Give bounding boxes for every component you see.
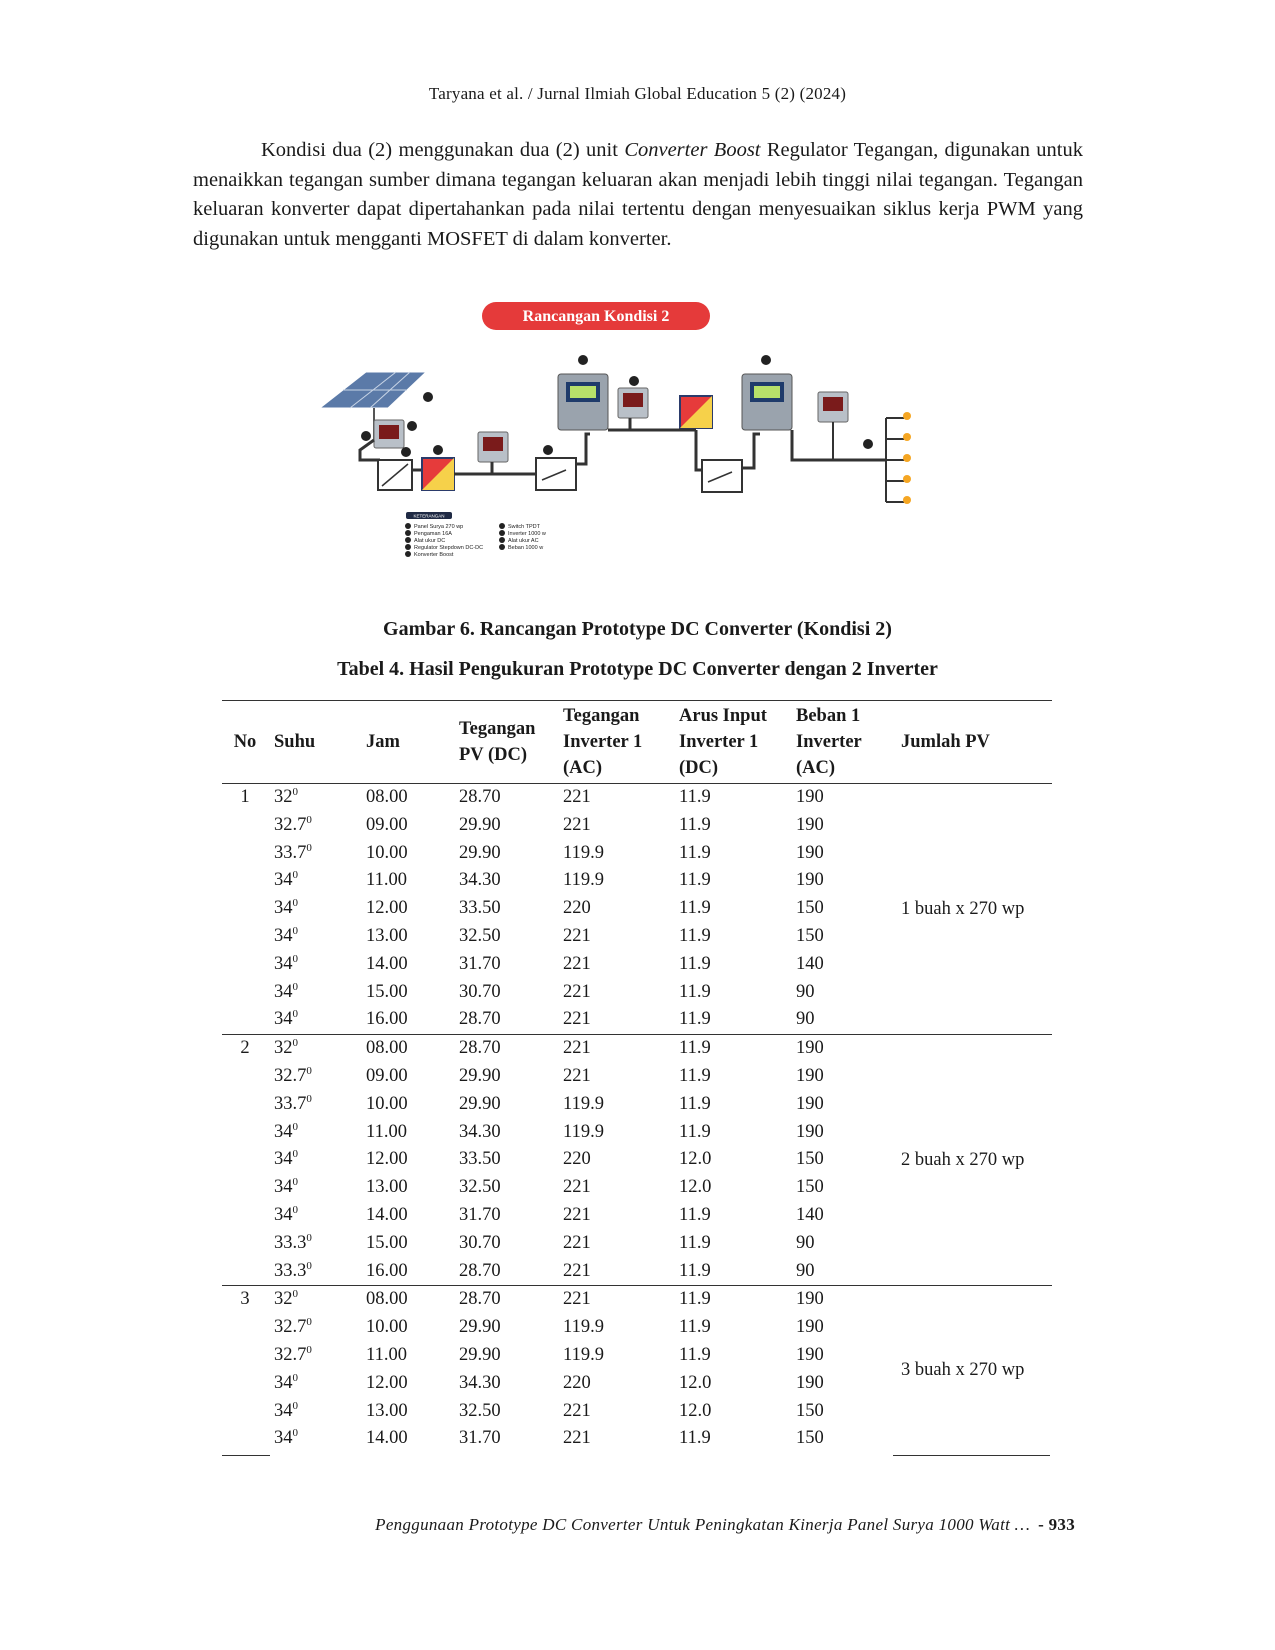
- cell-jumlah-pv: 1 buah x 270 wp: [901, 899, 1025, 920]
- suhu-value: 32: [274, 787, 293, 807]
- degree-mark: 0: [292, 869, 298, 882]
- degree-mark: 0: [292, 1176, 298, 1189]
- degree-mark: 0: [306, 1231, 312, 1244]
- table-row: [222, 784, 1052, 812]
- suhu-value: 32: [274, 1289, 293, 1310]
- cell-jam: 10.00: [366, 1093, 408, 1114]
- cell-arus: 11.9: [679, 842, 711, 863]
- degree-mark: 0: [306, 1316, 312, 1329]
- cell-arus: 12.0: [679, 1372, 712, 1393]
- ac-meter-icon: [618, 388, 648, 418]
- degree-mark: 0: [306, 1064, 312, 1077]
- cell-teg-pv: 28.70: [459, 1009, 501, 1030]
- cell-suhu: [268, 1398, 360, 1426]
- cell-beban: 190: [796, 1344, 824, 1365]
- cell-jam: 08.00: [360, 1286, 453, 1314]
- table-body: [222, 784, 1052, 1454]
- cell-beban: 190: [796, 787, 824, 807]
- cell-arus: 12.0: [679, 1400, 712, 1421]
- cell-beban: 190: [796, 870, 824, 891]
- cell-beban: 140: [796, 1204, 824, 1225]
- cell-jumlah-pv: 3 buah x 270 wp: [895, 1286, 1052, 1453]
- cell-arus: 12.0: [679, 1149, 712, 1170]
- cell-teg-pv: 28.70: [453, 1035, 557, 1063]
- cell-arus: 11.9: [679, 1204, 711, 1225]
- cell-arus: 11.9: [679, 870, 711, 891]
- degree-mark: 0: [292, 1203, 298, 1216]
- cell-no: [222, 1342, 268, 1370]
- cell-jam: 11.00: [366, 870, 407, 891]
- table-row: [222, 1286, 1052, 1314]
- cell-jam: 12.00: [366, 1149, 408, 1170]
- suhu-value: 33.7: [274, 842, 307, 863]
- cell-jumlah-pv: 2 buah x 270 wp: [895, 1035, 1052, 1286]
- cell-jam: 14.00: [366, 1428, 408, 1449]
- cell-arus: 11.9: [679, 1317, 711, 1338]
- suhu-value: 34: [274, 1177, 293, 1198]
- tpdt-switch-icon: [702, 460, 742, 492]
- intro-paragraph: [193, 136, 1083, 254]
- suhu-value: 34: [274, 953, 293, 974]
- boost-converter-icon: [680, 396, 712, 428]
- cell-arus: 11.9: [679, 1121, 711, 1142]
- degree-mark: 0: [292, 1037, 298, 1050]
- cell-no: [222, 867, 268, 895]
- header-jumlah-pv: Jumlah PV: [895, 701, 1052, 784]
- figure-caption: Gambar 6. Rancangan Prototype DC Converter (Kondisi 2): [383, 618, 892, 640]
- cell-arus: 11.9: [679, 1344, 711, 1365]
- cell-no: [222, 1258, 268, 1286]
- cell-beban: 190: [790, 1035, 895, 1063]
- degree-mark: 0: [292, 1399, 298, 1412]
- cell-arus: 11.9: [673, 1286, 790, 1314]
- cell-beban: 190: [796, 842, 824, 863]
- cell-suhu: [268, 1314, 360, 1342]
- cell-beban: 190: [796, 1093, 824, 1114]
- degree-mark: 0: [306, 841, 312, 854]
- footer-title: Penggunaan Prototype DC Converter Untuk Peningkatan Kinerja Panel Surya 1000 Watt …: [375, 1515, 1031, 1534]
- header-line: Inverter 1: [563, 732, 643, 752]
- suhu-value: 34: [274, 1372, 293, 1393]
- legend-item: Alat ukur DC: [414, 538, 446, 544]
- cell-beban: 90: [796, 1260, 815, 1281]
- cell-teg-inv: 119.9: [563, 1317, 604, 1338]
- header-line: Arus Input: [679, 706, 767, 726]
- cell-suhu: [268, 1230, 360, 1258]
- cell-teg-pv: 34.30: [459, 1121, 501, 1142]
- cell-teg-inv: 119.9: [563, 1121, 604, 1142]
- cell-arus: 11.9: [679, 1065, 711, 1086]
- cell-suhu: [268, 784, 360, 812]
- inverter-icon: [742, 374, 792, 430]
- cell-jam: 15.00: [366, 1232, 408, 1253]
- cell-arus: 11.9: [679, 981, 711, 1002]
- header-jam: Jam: [360, 701, 453, 784]
- intro-text-1: Kondisi dua (2) menggunakan dua (2) unit: [261, 139, 625, 161]
- cell-suhu: [268, 1174, 360, 1202]
- cell-teg-inv: 221: [563, 1428, 591, 1449]
- cell-no: [222, 923, 268, 951]
- cell-arus: 11.9: [679, 1232, 711, 1253]
- cell-teg-inv: 221: [563, 1009, 591, 1030]
- cell-arus: 11.9: [679, 898, 711, 919]
- legend-title: KETERANGAN: [413, 513, 445, 519]
- header-suhu: Suhu: [268, 701, 360, 784]
- suhu-value: 33.3: [274, 1260, 307, 1281]
- degree-mark: 0: [292, 897, 298, 910]
- page-number: - 933: [1038, 1515, 1075, 1534]
- degree-mark: 0: [292, 980, 298, 993]
- cell-beban: 90: [796, 1232, 815, 1253]
- cell-jam: 10.00: [366, 842, 408, 863]
- cell-teg-inv: 119.9: [563, 870, 604, 891]
- cell-teg-inv: 221: [563, 1204, 591, 1225]
- cell-teg-inv: 221: [563, 1177, 591, 1198]
- legend-item: Beban 1000 w: [508, 545, 544, 551]
- cell-no: 2: [222, 1035, 268, 1063]
- cell-teg-pv: 33.50: [459, 898, 501, 919]
- table-header-row: [222, 701, 1052, 784]
- cell-teg-inv: 220: [563, 898, 591, 919]
- cell-teg-inv: 221: [557, 1035, 673, 1063]
- measurement-table: [222, 700, 1052, 1453]
- header-no: No: [222, 701, 268, 784]
- cell-suhu: [268, 979, 360, 1007]
- suhu-value: 33.7: [274, 1093, 307, 1114]
- cell-suhu: [268, 1146, 360, 1174]
- suhu-value: 34: [274, 1121, 293, 1142]
- cell-teg-pv: 31.70: [459, 953, 501, 974]
- cell-no: [222, 951, 268, 979]
- cell-suhu: [268, 923, 360, 951]
- degree-mark: 0: [292, 1288, 298, 1301]
- cell-teg-inv: 221: [557, 1286, 673, 1314]
- cell-arus: 11.9: [679, 1009, 711, 1030]
- cell-suhu: [268, 1342, 360, 1370]
- legend-item: Switch TPDT: [508, 524, 540, 530]
- cell-no: [222, 1146, 268, 1174]
- cell-teg-pv: 29.90: [459, 1344, 501, 1365]
- cell-jam: 14.00: [366, 1204, 408, 1225]
- cell-no: [222, 895, 268, 923]
- cell-teg-pv: 29.90: [459, 1093, 501, 1114]
- cell-teg-inv: 221: [563, 814, 591, 835]
- suhu-value: 32: [274, 1038, 293, 1059]
- cell-beban: 190: [790, 1286, 895, 1314]
- suhu-value: 33.3: [274, 1232, 307, 1253]
- cell-arus: 11.9: [679, 1093, 711, 1114]
- cell-jam: 15.00: [366, 981, 408, 1002]
- header-line: Inverter: [796, 732, 862, 752]
- ac-meter-icon: [818, 392, 848, 422]
- degree-mark: 0: [292, 1008, 298, 1021]
- suhu-value: 32.7: [274, 1344, 307, 1365]
- cell-teg-pv: 30.70: [459, 1232, 501, 1253]
- stepdown-regulator-icon: [378, 460, 412, 490]
- cell-arus: 11.9: [679, 1428, 711, 1449]
- degree-mark: 0: [292, 1120, 298, 1133]
- cell-jam: 11.00: [366, 1121, 407, 1142]
- cell-no: [222, 1314, 268, 1342]
- table-bottom-rule-left: [222, 1455, 270, 1456]
- cell-jam: 16.00: [366, 1009, 408, 1030]
- tpdt-switch-icon: [536, 458, 576, 490]
- header-line: (DC): [679, 758, 719, 778]
- cell-teg-inv: 221: [563, 953, 591, 974]
- cell-teg-pv: 29.90: [459, 842, 501, 863]
- cell-teg-pv: 29.90: [459, 1065, 501, 1086]
- suhu-value: 34: [274, 870, 293, 891]
- running-head: Taryana et al. / Jurnal Ilmiah Global Education 5 (2) (2024): [428, 84, 847, 103]
- cell-no: [222, 1230, 268, 1258]
- cell-suhu: [268, 1370, 360, 1398]
- page-footer: [375, 1515, 1075, 1535]
- cell-suhu: [268, 1006, 360, 1034]
- cell-no: [222, 1370, 268, 1398]
- table-caption: Tabel 4. Hasil Pengukuran Prototype DC Converter dengan 2 Inverter: [337, 658, 938, 680]
- cell-teg-pv: 34.30: [459, 1372, 501, 1393]
- header-line: (AC): [563, 758, 603, 778]
- cell-suhu: [268, 1119, 360, 1147]
- system-diagram: [310, 300, 990, 600]
- header-arus-input: [673, 701, 790, 784]
- legend-item: Panel Surya 270 wp: [414, 524, 464, 530]
- cell-beban: 90: [796, 981, 815, 1002]
- cell-teg-pv: 30.70: [459, 981, 501, 1002]
- cell-suhu: [268, 951, 360, 979]
- legend-item: Pengaman 16A: [414, 531, 452, 537]
- cell-jam: 08.00: [366, 787, 408, 807]
- header-line: Tegangan: [459, 719, 536, 739]
- cell-beban: 150: [796, 1428, 824, 1449]
- cell-beban: 190: [796, 1065, 824, 1086]
- cell-beban: 150: [796, 1149, 824, 1170]
- cell-no: [222, 979, 268, 1007]
- cell-teg-pv: 31.70: [459, 1204, 501, 1225]
- header-line: PV (DC): [459, 745, 527, 765]
- header-line: (AC): [796, 758, 836, 778]
- degree-mark: 0: [306, 1259, 312, 1272]
- suhu-value: 34: [274, 981, 293, 1002]
- cell-no: [222, 1119, 268, 1147]
- cell-arus: 11.9: [679, 925, 711, 946]
- table-bottom-rule-right: [893, 1455, 1050, 1456]
- suhu-value: 32.7: [274, 1065, 307, 1086]
- degree-mark: 0: [292, 924, 298, 937]
- dc-meter-icon: [478, 432, 508, 462]
- cell-no: 3: [222, 1286, 268, 1314]
- cell-no: [222, 1063, 268, 1091]
- legend-item: Alat ukur AC: [508, 538, 539, 544]
- cell-no: [222, 1174, 268, 1202]
- cell-teg-pv: 32.50: [459, 1400, 501, 1421]
- degree-mark: 0: [292, 1427, 298, 1440]
- suhu-value: 34: [274, 1009, 293, 1030]
- cell-beban: 140: [796, 953, 824, 974]
- figure-legend: [405, 512, 546, 558]
- cell-teg-inv: 221: [563, 1232, 591, 1253]
- cell-no: [222, 1202, 268, 1230]
- cell-jam: 09.00: [366, 814, 408, 835]
- cell-teg-pv: 33.50: [459, 1149, 501, 1170]
- cell-beban: 150: [796, 925, 824, 946]
- suhu-value: 34: [274, 1400, 293, 1421]
- degree-mark: 0: [306, 813, 312, 826]
- cell-jam: 10.00: [366, 1317, 408, 1338]
- degree-mark: 0: [292, 1371, 298, 1384]
- cell-no: 1: [240, 787, 250, 807]
- cell-teg-inv: 221: [563, 1065, 591, 1086]
- suhu-value: 34: [274, 925, 293, 946]
- degree-mark: 0: [292, 1148, 298, 1161]
- cell-jam: 13.00: [366, 925, 408, 946]
- suhu-value: 32.7: [274, 814, 307, 835]
- header-line: Beban 1: [796, 706, 861, 726]
- suhu-value: 34: [274, 1428, 293, 1449]
- cell-jam: 12.00: [366, 1372, 408, 1393]
- cell-teg-inv: 220: [563, 1372, 591, 1393]
- cell-beban: 190: [796, 814, 824, 835]
- inverter-icon: [558, 374, 608, 430]
- cell-jam: 11.00: [366, 1344, 407, 1365]
- cell-beban: 190: [796, 1372, 824, 1393]
- degree-mark: 0: [292, 786, 298, 798]
- cell-jam: 12.00: [366, 898, 408, 919]
- cell-teg-inv: 119.9: [563, 1093, 604, 1114]
- cell-beban: 90: [796, 1009, 815, 1030]
- suhu-value: 34: [274, 898, 293, 919]
- suhu-value: 32.7: [274, 1317, 307, 1338]
- figure-banner-text: Rancangan Kondisi 2: [522, 308, 670, 325]
- cell-teg-inv: 221: [563, 787, 591, 807]
- header-line: Inverter 1: [679, 732, 759, 752]
- cell-jam: 09.00: [366, 1065, 408, 1086]
- cell-beban: 190: [796, 1121, 824, 1142]
- intro-italic-term: Converter Boost: [624, 139, 761, 161]
- cell-beban: 150: [796, 898, 824, 919]
- cell-suhu: [268, 1258, 360, 1286]
- cell-teg-pv: 29.90: [459, 1317, 501, 1338]
- cell-arus: 11.9: [679, 787, 711, 807]
- cell-teg-pv: 34.30: [459, 870, 501, 891]
- cell-teg-inv: 220: [563, 1149, 591, 1170]
- cell-teg-pv: 32.50: [459, 925, 501, 946]
- cell-suhu: [268, 1202, 360, 1230]
- cell-suhu: [268, 1425, 360, 1453]
- cell-jam: 13.00: [366, 1400, 408, 1421]
- cell-no: [222, 1425, 268, 1453]
- cell-no: [222, 1006, 268, 1034]
- cell-no: [222, 840, 268, 868]
- cell-teg-pv: 28.70: [453, 1286, 557, 1314]
- cell-arus: 11.9: [679, 953, 711, 974]
- load-lamps-icon: [886, 412, 911, 504]
- cell-suhu: [268, 1035, 360, 1063]
- degree-mark: 0: [306, 1343, 312, 1356]
- boost-converter-icon: [422, 458, 454, 490]
- cell-jam: 14.00: [366, 953, 408, 974]
- suhu-value: 34: [274, 1149, 293, 1170]
- header-tegangan-pv: [453, 701, 557, 784]
- degree-mark: 0: [292, 952, 298, 965]
- header-tegangan-inverter: [557, 701, 673, 784]
- cell-teg-pv: 31.70: [459, 1428, 501, 1449]
- cell-teg-pv: 32.50: [459, 1177, 501, 1198]
- cell-teg-pv: 28.70: [459, 787, 501, 807]
- cell-suhu: [268, 1063, 360, 1091]
- cell-beban: 190: [796, 1317, 824, 1338]
- header-line: Tegangan: [563, 706, 640, 726]
- cell-jam: 08.00: [360, 1035, 453, 1063]
- cell-arus: 11.9: [673, 1035, 790, 1063]
- cell-teg-inv: 119.9: [563, 1344, 604, 1365]
- cell-teg-inv: 221: [563, 1260, 591, 1281]
- degree-mark: 0: [306, 1092, 312, 1105]
- cell-no: [222, 1091, 268, 1119]
- legend-item: Regulator Stepdown DC-DC: [414, 545, 484, 551]
- cell-suhu: [268, 867, 360, 895]
- dc-meter-icon: [374, 420, 404, 448]
- cell-arus: 11.9: [679, 814, 711, 835]
- cell-teg-inv: 221: [563, 925, 591, 946]
- table-row: [222, 1035, 1052, 1063]
- cell-jam: 16.00: [366, 1260, 408, 1281]
- suhu-value: 34: [274, 1204, 293, 1225]
- cell-suhu: [268, 812, 360, 840]
- cell-teg-inv: 221: [563, 1400, 591, 1421]
- cell-teg-inv: 119.9: [563, 842, 604, 863]
- cell-beban: 150: [796, 1400, 824, 1421]
- cell-arus: 12.0: [679, 1177, 712, 1198]
- system-design-figure: [310, 300, 990, 600]
- legend-item: Inverter 1000 w: [508, 531, 546, 537]
- cell-suhu: [268, 1091, 360, 1119]
- cell-jam: 13.00: [366, 1177, 408, 1198]
- cell-suhu: [268, 895, 360, 923]
- header-beban: [790, 701, 895, 784]
- cell-arus: 11.9: [679, 1260, 711, 1281]
- legend-item: Konverter Boost: [414, 552, 454, 558]
- cell-beban: 150: [796, 1177, 824, 1198]
- cell-suhu: [268, 1286, 360, 1314]
- cell-no: [222, 1398, 268, 1426]
- cell-suhu: [268, 840, 360, 868]
- cell-no: [222, 812, 268, 840]
- intro-text-2: Regulator Tegangan, digunakan untuk menaikkan tegangan sumber dimana tegangan keluaran akan menjadi lebih tinggi nilai tegangan. Tegangan keluaran konverter dapat dipertahankan pada nilai tertentu dengan menyesuaikan siklus kerja PWM yang digunakan untuk mengganti MOSFET di dalam konverter.: [193, 139, 1083, 250]
- cell-teg-pv: 28.70: [459, 1260, 501, 1281]
- cell-teg-pv: 29.90: [459, 814, 501, 835]
- cell-teg-inv: 221: [563, 981, 591, 1002]
